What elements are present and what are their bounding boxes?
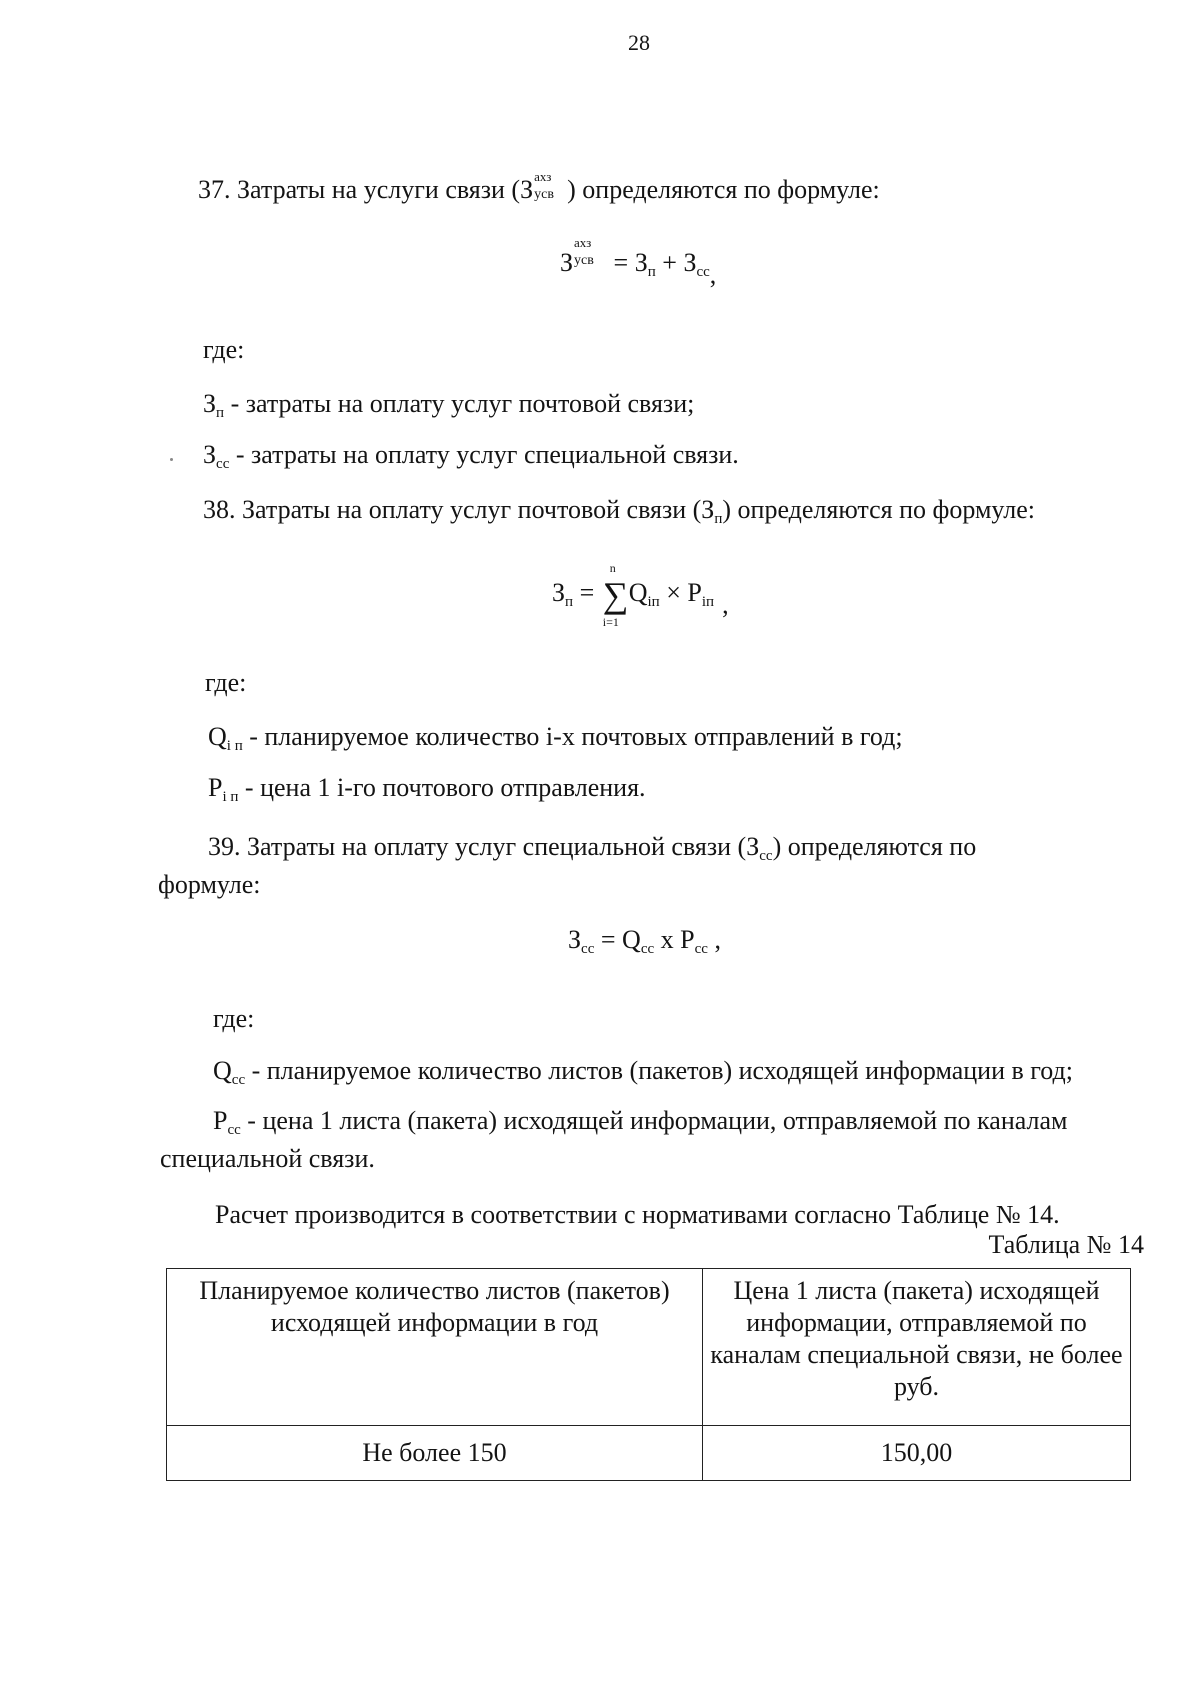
calc-note: Расчет производится в соответствии с нормативами согласно Таблице № 14. (215, 1200, 1060, 1229)
formula-39: Зсс = Qсс x Pсс , (568, 925, 721, 957)
table-caption: Таблица № 14 (988, 1230, 1144, 1259)
table-cell: Не более 150 (167, 1426, 703, 1481)
formula-37: З ахз усв = Зп + Зсс, (560, 235, 717, 289)
sec39-where: где: (213, 1004, 255, 1033)
table-header-row (167, 1269, 1131, 1426)
table-header-cell: Цена 1 листа (пакета) исходящей информации, отправляемой по каналам специальной связи, не более руб. (703, 1269, 1131, 1426)
norm-table (166, 1268, 1131, 1481)
table-row (167, 1426, 1131, 1481)
scan-speck (170, 458, 173, 461)
sec37-def-zss: Зсс - затраты на оплату услуг специальной связи. (203, 440, 739, 472)
summation-sign: n ∑ i=1 (602, 561, 629, 629)
sec38-def-q: Qi п - планируемое количество i-х почтовых отправлений в год; (208, 722, 903, 754)
table-header-cell: Планируемое количество листов (пакетов) исходящей информации в год (167, 1269, 703, 1426)
sec39-heading-line2: формуле: (158, 870, 261, 899)
sec39-def-p: Pсс - цена 1 листа (пакета) исходящей информации, отправляемой по каналам (213, 1106, 1068, 1138)
sec39-heading-line1: 39. Затраты на оплату услуг специальной связи (Зсс) определяются по (208, 832, 977, 864)
sec39-def-p-cont: специальной связи. (160, 1144, 375, 1173)
sec38-def-p: Pi п - цена 1 i-го почтового отправления. (208, 773, 646, 805)
sec37-def-zp: Зп - затраты на оплату услуг почтовой связи; (203, 389, 695, 421)
sec39-def-q: Qсс - планируемое количество листов (пакетов) исходящей информации в год; (213, 1056, 1073, 1088)
sec38-where: где: (205, 668, 247, 697)
table-cell: 150,00 (703, 1426, 1131, 1481)
page-number: 28 (628, 30, 650, 55)
sec37-where: где: (203, 335, 245, 364)
sec38-heading: 38. Затраты на оплату услуг почтовой связи (Зп) определяются по формуле: (203, 495, 1036, 527)
formula-38: Зп = n ∑ i=1 Qiп × Piп , (552, 561, 729, 629)
sec37-heading: 37. Затраты на услуги связи (З ахз усв ) определяются по формуле: (198, 169, 880, 204)
